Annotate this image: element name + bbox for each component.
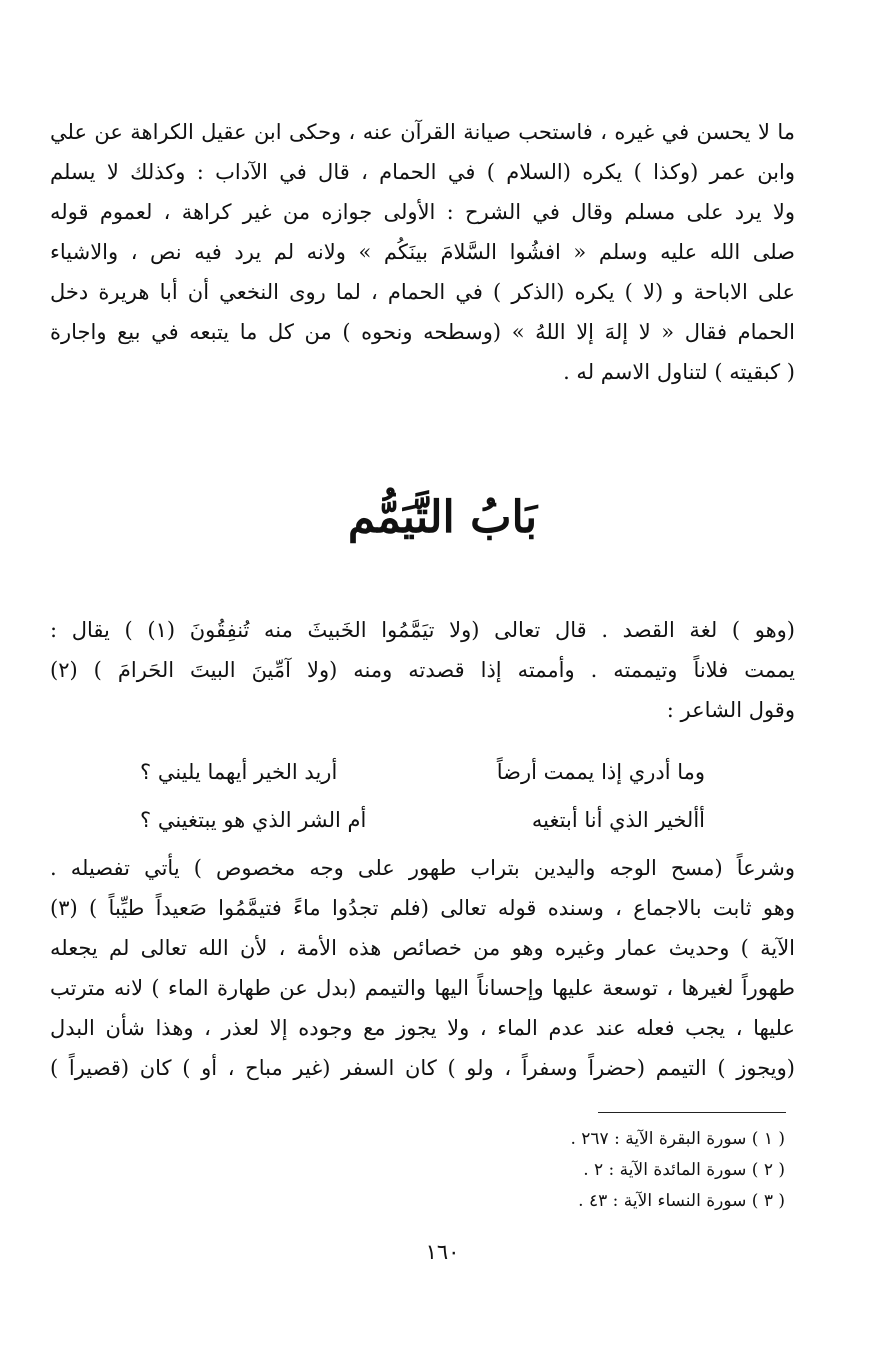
poem-second-hemistich: أم الشر الذي هو يبتغيني ؟ [140, 808, 367, 832]
text-line: (وهو ) لغة القصد . قال تعالى (ولا تيَمَّمُوا الخَبيثَ منه تُنفِقُونَ (١) ) يقال : [50, 618, 795, 642]
poem-second-hemistich: أريد الخير أيهما يليني ؟ [140, 760, 338, 784]
text-line: ( كبقيته ) لتناول الاسم له . [563, 360, 795, 384]
footnotes [445, 1124, 785, 1217]
sharia-paragraph [50, 848, 795, 1088]
text-line: يممت فلاناً وتيممته . وأممته إذا قصدته ومنه (ولا آمِّينَ البيتَ الحَرامَ ) (٢) [50, 658, 795, 682]
poem [140, 748, 705, 844]
footnote-divider [598, 1112, 786, 1113]
poem-verse [140, 748, 705, 796]
text-line: الحمام فقال « لا إلهَ إلا اللهُ » (وسطحه ونحوه ) من كل ما يتبعه في بيع واجارة [50, 320, 795, 344]
text-line: وقول الشاعر : [666, 698, 795, 722]
footnote: ( ٢ ) سورة المائدة الآية : ٢ . [583, 1160, 785, 1180]
text-line: طهوراً لغيرها ، توسعة عليها وإحساناً اليها والتيمم (بدل عن طهارة الماء ) لانه مترتب [50, 976, 795, 1000]
poem-first-hemistich: وما أدري إذا يممت أرضاً [496, 760, 705, 784]
page-number: ١٦٠ [425, 1240, 460, 1264]
text-line: وهو ثابت بالاجماع ، وسنده قوله تعالى (فلم تجدُوا ماءً فتيمَّمُوا صَعيداً طيِّباً ) (٣) [50, 896, 795, 920]
poem-verse [140, 796, 705, 844]
text-line: (ويجوز ) التيمم (حضراً وسفراً ، ولو ) كان السفر (غير مباح ، أو ) كان (قصيراً ) [50, 1056, 795, 1080]
text-line: ما لا يحسن في غيره ، فاستحب صيانة القرآن عنه ، وحكى ابن عقيل الكراهة عن علي [50, 120, 795, 144]
poem-first-hemistich: أألخير الذي أنا أبتغيه [531, 808, 705, 832]
footnote: ( ١ ) سورة البقرة الآية : ٢٦٧ . [570, 1129, 785, 1149]
definition-paragraph [50, 610, 795, 730]
text-line: على الاباحة و (لا ) يكره (الذكر ) في الحمام ، لما روى النخعي أن أبا هريرة دخل [50, 280, 795, 304]
text-line: صلى الله عليه وسلم « افشُوا السَّلامَ بينَكُم » ولانه لم يرد فيه نص ، والاشياء [50, 240, 795, 264]
text-line: وابن عمر (وكذا ) يكره (السلام ) في الحمام ، قال في الآداب : وكذلك لا يسلم [50, 160, 795, 184]
text-line: عليها ، يجب فعله عند عدم الماء ، ولا يجوز مع وجوده إلا لعذر ، وهذا شأن البدل [50, 1016, 795, 1040]
text-line: الآية ) وحديث عمار وغيره وهو من خصائص هذه الأمة ، لأن الله تعالى لم يجعله [50, 936, 795, 960]
intro-paragraph [50, 112, 795, 392]
footnote: ( ٣ ) سورة النساء الآية : ٤٣ . [578, 1191, 785, 1211]
text-line: ولا يرد على مسلم وقال في الشرح : الأولى جوازه من غير كراهة ، لعموم قوله [50, 200, 795, 224]
text-line: وشرعاً (مسح الوجه واليدين بتراب طهور على وجه مخصوص ) يأتي تفصيله . [50, 856, 795, 880]
chapter-heading: بَابُ التَّيَمُّم [347, 492, 538, 543]
